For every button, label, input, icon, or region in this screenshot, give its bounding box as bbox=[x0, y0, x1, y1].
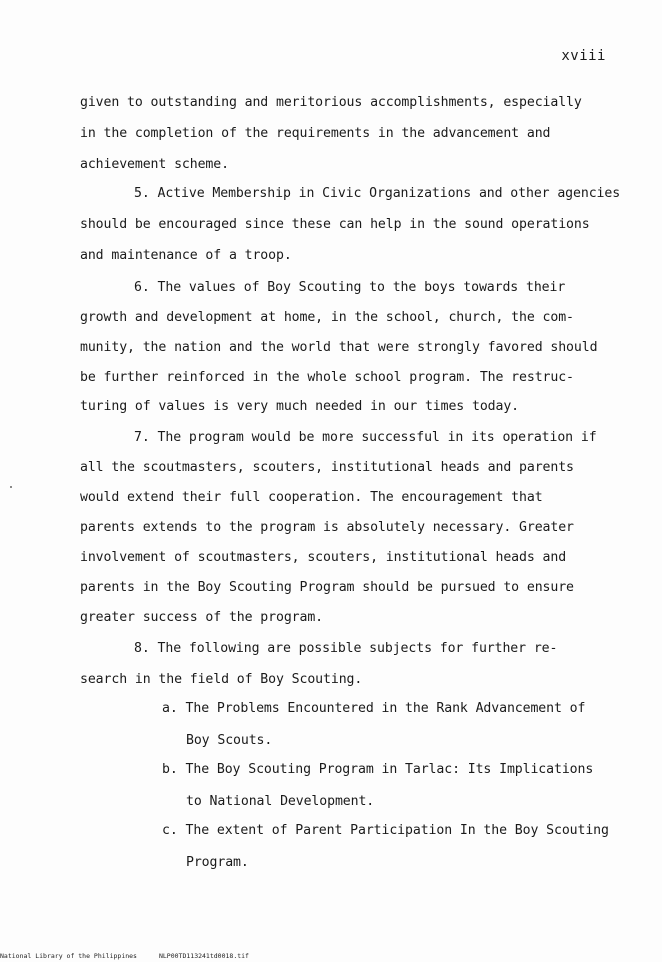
footer-library: National Library of the Philippines bbox=[0, 952, 137, 960]
text-line: parents in the Boy Scouting Program should be pursued to ensure bbox=[80, 580, 574, 595]
text-line: growth and development at home, in the school, church, the com- bbox=[80, 310, 574, 325]
text-line: 8. The following are possible subjects for further re- bbox=[134, 641, 558, 656]
text-line: turing of values is very much needed in our times today. bbox=[80, 399, 520, 414]
text-line: would extend their full cooperation. The encouragement that bbox=[80, 490, 543, 505]
text-line: Program. bbox=[186, 855, 249, 870]
text-line: greater success of the program. bbox=[80, 610, 324, 625]
text-line: b. The Boy Scouting Program in Tarlac: Its Implications bbox=[162, 762, 594, 777]
text-line: should be encouraged since these can help in the sound operations bbox=[80, 217, 590, 232]
text-line: 7. The program would be more successful in its operation if bbox=[134, 430, 597, 445]
text-line: 5. Active Membership in Civic Organizations and other agencies bbox=[134, 186, 621, 201]
text-line: and maintenance of a troop. bbox=[80, 248, 292, 263]
text-line: munity, the nation and the world that were strongly favored should bbox=[80, 340, 598, 355]
text-line: be further reinforced in the whole school program. The restruc- bbox=[80, 370, 574, 385]
text-line: achievement scheme. bbox=[80, 157, 229, 172]
footer-file: NLP00TD113241td0018.tif bbox=[158, 952, 249, 960]
text-line: search in the field of Boy Scouting. bbox=[80, 672, 363, 687]
text-line: given to outstanding and meritorious accomplishments, especially bbox=[80, 95, 582, 110]
text-line: Boy Scouts. bbox=[186, 733, 273, 748]
text-line: involvement of scoutmasters, scouters, institutional heads and bbox=[80, 550, 567, 565]
text-line: all the scoutmasters, scouters, institutional heads and parents bbox=[80, 460, 574, 475]
page-number: xviii bbox=[561, 48, 606, 64]
text-line: c. The extent of Parent Participation In the Boy Scouting bbox=[162, 823, 609, 838]
text-line: in the completion of the requirements in the advancement and bbox=[80, 126, 551, 141]
text-line: 6. The values of Boy Scouting to the boys towards their bbox=[134, 280, 566, 295]
text-line: parents extends to the program is absolutely necessary. Greater bbox=[80, 520, 574, 535]
text-line: to National Development. bbox=[186, 794, 375, 809]
scan-footer bbox=[0, 952, 249, 960]
scan-speck bbox=[10, 486, 12, 488]
text-line: a. The Problems Encountered in the Rank Advancement of bbox=[162, 701, 586, 716]
